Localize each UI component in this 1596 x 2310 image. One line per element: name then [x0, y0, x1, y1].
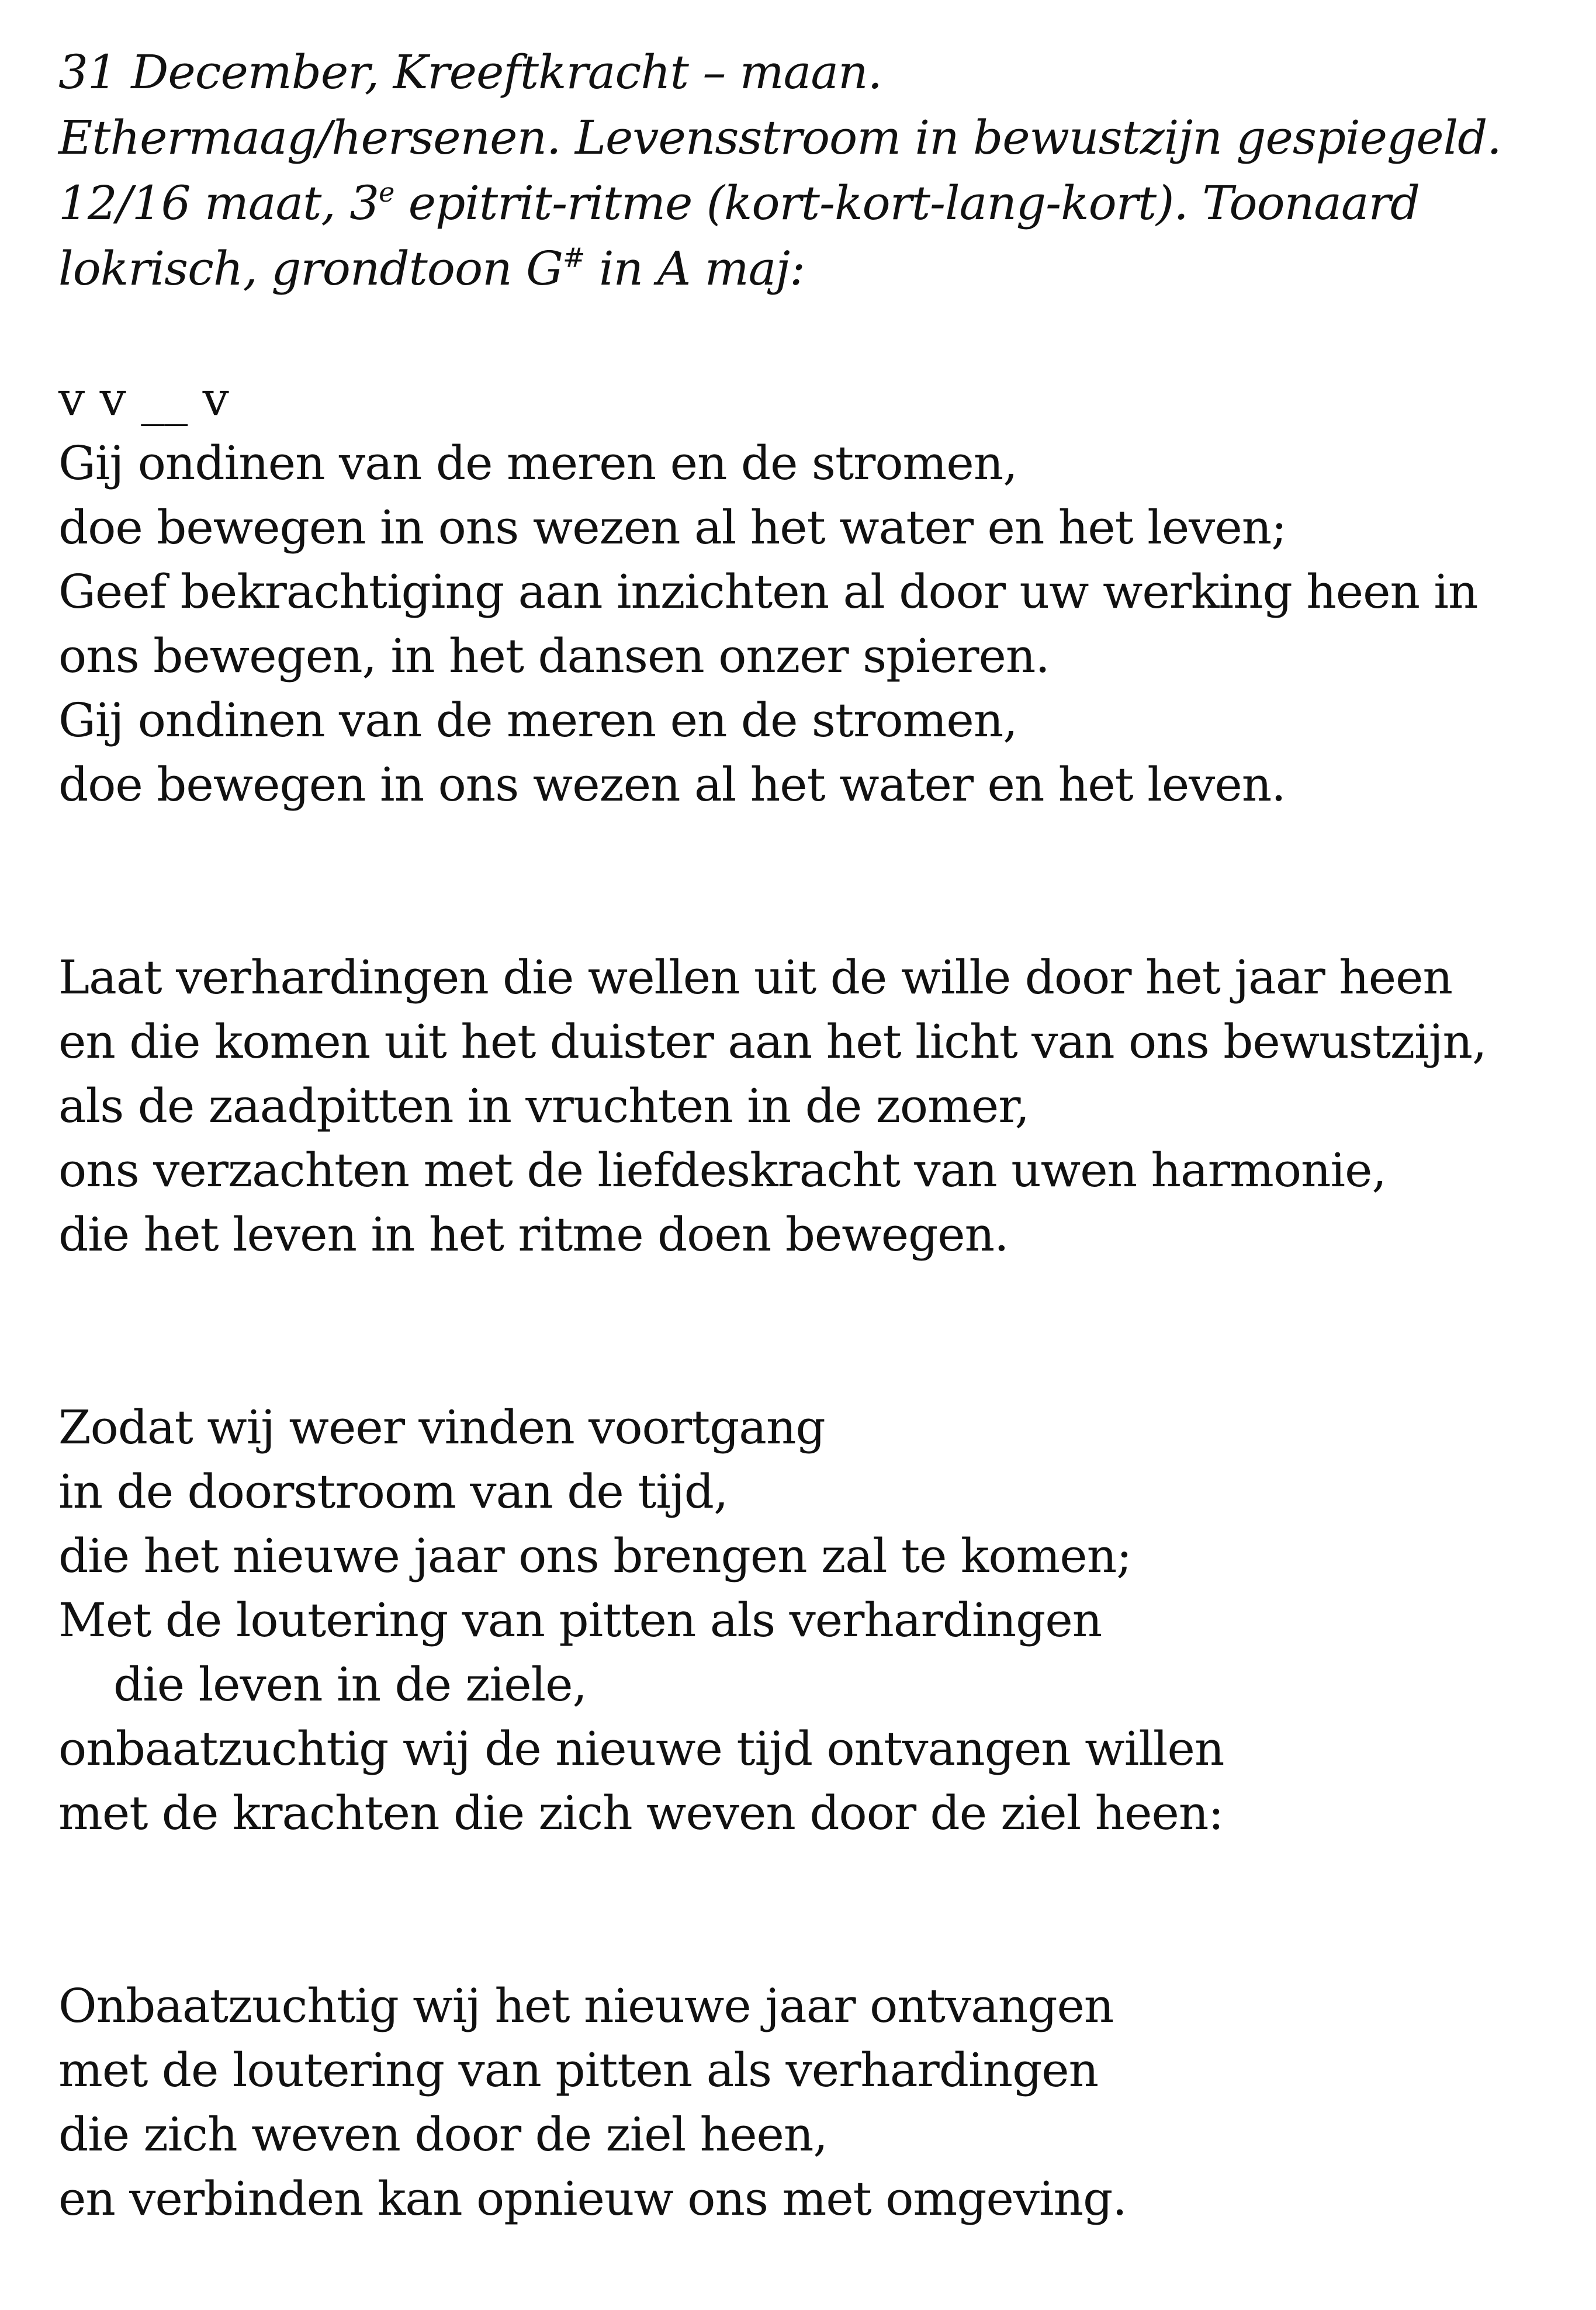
verse-line: met de krachten die zich weven door de ziel heen: [58, 1786, 1224, 1840]
verse-line: en die komen uit het duister aan het licht van ons bewustzijn, [58, 1014, 1487, 1069]
document-page [58, 40, 1555, 2231]
poem-header [58, 40, 1555, 302]
verse-line: Onbaatzuchtig wij het nieuwe jaar ontvangen [58, 1979, 1114, 2033]
rhythm-notation: v v __ v [58, 372, 229, 426]
header-key-superscript: # [562, 242, 585, 273]
header-meter-line [58, 171, 1555, 236]
verse-line: die zich weven door de ziel heen, [58, 2107, 828, 2162]
stanza-spacer [58, 817, 1555, 946]
verse-line: ons bewegen, in het dansen onzer spieren. [58, 629, 1050, 683]
stanza-3 [58, 1395, 1555, 1845]
header-date-line: 31 December, Kreeftkracht – maan. [58, 45, 882, 99]
header-meter-text: 12/16 maat, 3 [58, 176, 379, 230]
header-key-text-rest: in A maj: [584, 241, 805, 296]
verse-line: als de zaadpitten in vruchten in de zomer, [58, 1079, 1030, 1133]
stanza-spacer [58, 1845, 1555, 1974]
stanza-1 [58, 431, 1555, 817]
header-meter-text-rest: epitrit-ritme (kort-kort-lang-kort). Toonaard [394, 176, 1420, 230]
verse-line: Geef bekrachtiging aan inzichten al door uw werking heen in [58, 564, 1478, 619]
verse-line-indented: die leven in de ziele, [113, 1657, 587, 1712]
verse-line: onbaatzuchtig wij de nieuwe tijd ontvangen willen [58, 1722, 1224, 1776]
header-meter-superscript: e [379, 176, 394, 208]
header-organ-line: Ethermaag/hersenen. Levensstroom in bewustzijn gespiegeld. [58, 110, 1501, 165]
verse-line: Met de loutering van pitten als verhardingen [58, 1593, 1102, 1647]
header-key-line [58, 236, 1555, 302]
verse-line: in de doorstroom van de tijd, [58, 1464, 728, 1519]
header-key-text: lokrisch, grondtoon G [58, 241, 563, 296]
verse-line: ons verzachten met de liefdeskracht van uwen harmonie, [58, 1143, 1386, 1197]
verse-line: Zodat wij weer vinden voortgang [58, 1400, 825, 1454]
stanza-2 [58, 946, 1555, 1267]
verse-line: met de loutering van pitten als verhardingen [58, 2043, 1099, 2097]
stanza-spacer [58, 1267, 1555, 1395]
verse-line: die het nieuwe jaar ons brengen zal te komen; [58, 1529, 1132, 1583]
verse-line: doe bewegen in ons wezen al het water en het leven; [58, 500, 1287, 555]
verse-line: Gij ondinen van de meren en de stromen, [58, 693, 1017, 747]
stanza-4 [58, 1974, 1555, 2231]
verse-line: die het leven in het ritme doen bewegen. [58, 1207, 1009, 1262]
verse-line: Laat verhardingen die wellen uit de wille door het jaar heen [58, 950, 1452, 1005]
verse-line: en verbinden kan opnieuw ons met omgeving. [58, 2172, 1127, 2226]
verse-line: doe bewegen in ons wezen al het water en het leven. [58, 757, 1286, 812]
verse-line: Gij ondinen van de meren en de stromen, [58, 436, 1017, 490]
